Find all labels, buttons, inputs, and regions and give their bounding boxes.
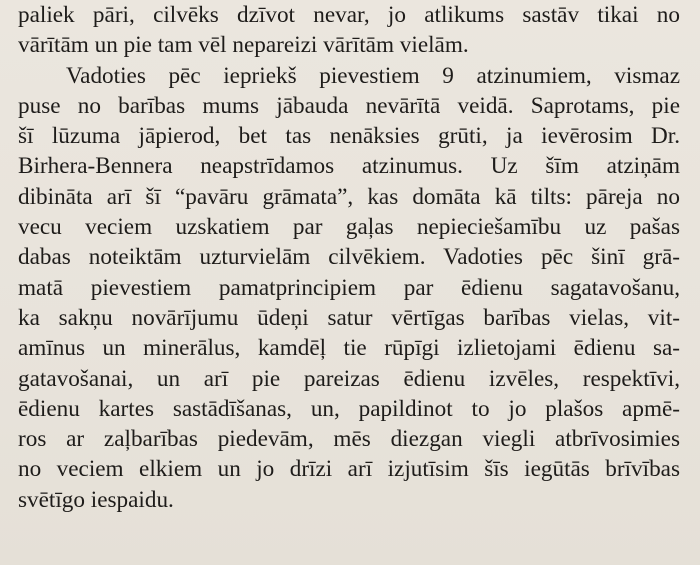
text-line: vecu veciem uzskatiem par gaļas nepieciešamību uz pašas — [18, 214, 680, 241]
text-line: no veciem elkiem un jo drīzi arī izjutīsim šīs iegūtās brīvības — [18, 456, 680, 483]
text-line: matā pievestiem pamatprincipiem par ēdienu sagatavošanu, — [18, 274, 680, 301]
text-line: paliek pāri, cilvēks dzīvot nevar, jo atlikums sastāv tikai no — [18, 2, 680, 28]
text-line: Birhera-Bennera neapstrīdamos atzinumus. Uz šīm atziņām — [18, 153, 680, 180]
paragraph-first-line: Vadoties pēc iepriekš pievestiem 9 atzinumiem, vismaz — [66, 62, 680, 89]
text-line: ka sakņu novārījumu ūdeņi satur vērtīgas barības vielas, vit- — [18, 304, 680, 331]
paragraph-end-line: vārītām un pie tam vēl nepareizi vārītām vielām. — [18, 32, 469, 59]
text-line: dibināta arī šī “pavāru grāmata”, kas domāta kā tilts: pāreja no — [18, 183, 680, 210]
text-line: puse no barības mums jābauda nevārītā veidā. Saprotams, pie — [18, 92, 680, 119]
text-line: amīnus un minerālus, kamdēļ tie rūpīgi izlietojami ēdienu sa- — [18, 335, 680, 362]
text-line: gatavošanai, un arī pie pareizas ēdienu izvēles, respektīvi, — [18, 365, 680, 392]
text-line: ēdienu kartes sastādīšanas, un, papildinot to jo plašos apmē- — [18, 395, 680, 422]
text-line: dabas noteiktām uzturvielām cilvēkiem. Vadoties pēc šinī grā- — [18, 244, 680, 271]
text-line: šī lūzuma jāpierod, bet tas nenāksies grūti, ja ievērosim Dr. — [18, 123, 680, 150]
paragraph-end-line: svētīgo iespaidu. — [18, 486, 174, 513]
body-text — [18, 0, 680, 515]
text-line: ros ar zaļbarības piedevām, mēs diezgan viegli atbrīvosimies — [18, 426, 680, 453]
